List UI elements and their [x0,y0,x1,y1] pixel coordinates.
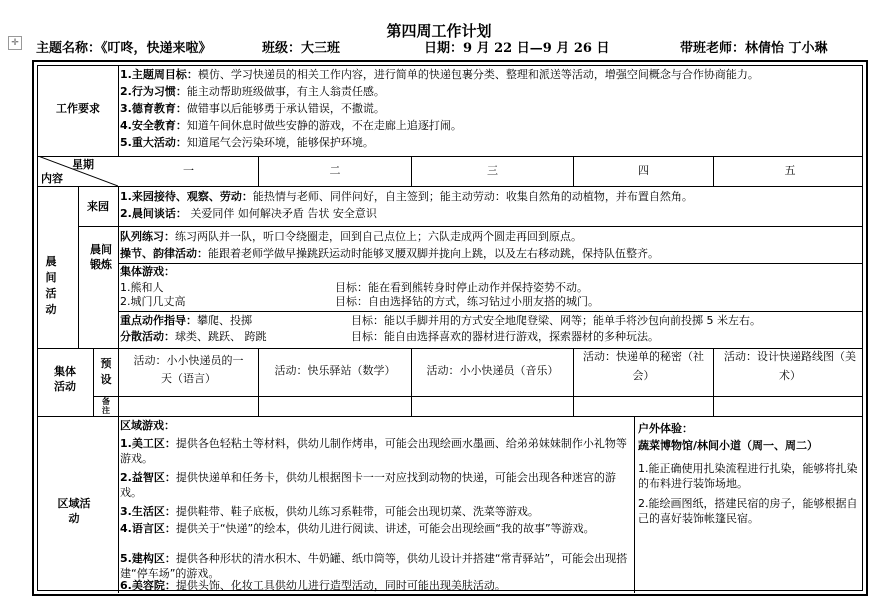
morning-activity-label: 晨间活动 [45,255,57,316]
area-item-head: 5.建构区： [120,552,176,565]
group-activity-mon [119,354,258,386]
area-item-head: 1.美工区： [120,437,176,450]
corner-weekday-label: 星期 [72,158,94,171]
requirement-head: 2.行为习惯： [120,85,187,98]
weekday-wed: 三 [487,164,498,177]
area-item-head: 6.美容院： [120,579,176,592]
area-item [120,504,630,519]
date-header [424,40,609,58]
exercise-head: 队列练习： [120,230,175,243]
activity-line: 活动：小小快递员的一 [133,354,244,367]
weekday-fri: 五 [784,164,796,177]
requirement-head: 1.主题周目标： [120,68,198,81]
exercise-head: 操节、韵律活动： [120,247,208,260]
area-item-text: 提供头饰、化妆工具供幼儿进行造型活动，同时可能出现美肤活动。 [175,579,506,592]
work-requirements-label: 工作要求 [56,102,100,115]
requirement-text: 模仿、学习快递员的相关工作内容，进行简单的快递包裹分类、整理和派送等活动，增强空间概念与合作协商能力。 [197,68,759,81]
outdoor-title: 户外体验： [638,422,693,435]
outdoor-item: 2.能绘画图纸，搭建民宿的房子，能够根据自己的喜好装饰帐篷民宿。 [638,497,858,525]
area-item-text: 提供各色轻粘土等材料，供幼儿制作烤串，可能会出现绘画水墨画、给弟弟妹妹制作小礼物等游戏。 [120,437,627,465]
movement-line [120,330,267,345]
weekday-tue: 二 [329,164,341,177]
group-game-goal: 目标：自由选择钻的方式，练习钻过小朋友搭的城门。 [335,295,599,308]
page-title: 第四周工作计划 [386,22,492,40]
theme-header [36,40,212,58]
area-games-title: 区域游戏： [120,419,175,432]
date-label: 日期： [424,41,464,56]
arrival-text: 能热情与老师、同伴问好，自主签到；能主动劳动：收集自然角的动植物，并布置自然角。 [252,190,693,203]
area-item-head: 3.生活区： [120,505,176,518]
requirement-head: 3.德育教育： [120,102,187,115]
requirement-item [120,119,462,134]
activity-line: 会） [632,368,655,382]
note-label: 备注 [102,397,110,415]
requirement-item [120,136,374,151]
activity-line: 活动：小小快递员（音乐） [426,364,559,377]
requirement-item [120,102,385,117]
requirement-text: 做错事以后能够勇于承认错误，不撒谎。 [186,102,385,115]
table-move-handle[interactable]: ✛ [8,36,22,50]
arrival-text: 关爱同伴 如何解决矛盾 告状 安全意识 [186,207,377,220]
group-games-title: 集体游戏： [120,265,175,278]
area-item-text: 提供关于“快递”的绘本，供幼儿进行阅读、讲述，可能会出现绘画“我的故事”等游戏。 [175,522,595,535]
group-activity-tue [259,364,411,379]
plan-table [32,60,868,596]
date-range: 9 月 22 日—9 月 26 日 [463,41,610,56]
area-item [120,521,630,536]
area-item-head: 4.语言区： [120,522,176,535]
theme-label: 主题名称： [36,41,102,56]
plan-label: 预设 [100,357,112,386]
movement-text: 攀爬、投掷 [197,314,252,327]
exercise-line [120,247,659,262]
requirement-item [120,85,385,100]
group-game-name: 2.城门几丈高 [120,295,186,308]
activity-line: 活动：快递单的秘密（社 [583,350,704,363]
area-item-text: 提供快递单和任务卡，供幼儿根据图卡一一对应找到动物的快递，可能会出现各种迷宫的游戏。 [120,471,616,499]
group-game-goal: 目标：能在看到熊转身时停止动作并保持姿势不动。 [335,281,588,294]
arrival-head: 1.来园接待、观察、劳动： [120,190,253,203]
area-item-text: 提供各种形状的清水积木、牛奶罐、纸巾筒等，供幼儿设计并搭建“常青驿站”，可能会出现搭建“停车场”的游戏。 [120,552,628,580]
movement-line [120,314,252,329]
weekday-thu: 四 [638,164,649,177]
weekday-mon: 一 [183,164,194,177]
exercise-line [120,230,582,245]
requirement-text: 能主动帮助班级做事，有主人翁责任感。 [186,85,385,98]
area-item-head: 2.益智区： [120,471,176,484]
requirement-text: 知道午间休息时做些安静的游戏，不在走廊上追逐打闹。 [186,119,462,132]
exercise-text: 练习两队并一队，听口令绕圈走，回到自己点位上；六队走成两个圆走再回到原点。 [175,230,582,243]
group-activity-fri [714,350,866,383]
teacher-label: 带班老师： [680,41,746,56]
area-item [120,578,630,593]
movement-goal: 目标：能自由选择喜欢的器材进行游戏，探索器材的多种玩法。 [351,330,659,343]
class-label: 班级： [262,41,302,56]
arrival-label: 来园 [87,200,109,213]
theme-name: 《叮咚，快递来啦》 [101,41,212,56]
movement-head: 重点动作指导： [120,314,197,327]
arrival-head: 2.晨间谈话： [120,207,187,220]
plan-table-inner [37,65,863,591]
area-item [120,436,630,466]
outdoor-item: 1.能正确使用扎染流程进行扎染，能够将扎染的布料进行装饰场地。 [638,462,858,490]
teacher-names: 林倩怡 丁小琳 [745,41,828,56]
requirement-text: 知道尾气会污染环境，能够保护环境。 [186,136,374,149]
requirement-head: 5.重大活动： [120,136,187,149]
movement-goal: 目标：能以手脚并用的方式安全地爬登梁、网等；能单手将沙包向前投掷 5 米左右。 [351,314,761,327]
exercise-text: 能跟着老师学做早操跳跃运动时能够叉腰双脚并拢向上跳，以及左右移动跳，保持队伍整齐。 [208,247,659,260]
activity-line: 活动：设计快递路线图（美 [724,350,856,363]
outdoor-place: 蔬菜博物馆/林间小道（周一、周二） [638,439,819,452]
arrival-line [120,190,693,205]
group-activity-wed [412,364,573,379]
group-activity-label: 集体活动 [54,365,76,393]
arrival-line [120,207,377,222]
class-header [262,40,340,58]
requirement-head: 4.安全教育： [120,119,187,132]
group-game-name: 1.熊和人 [120,281,164,294]
movement-text: 球类、跳跃、 跨跳 [175,330,267,343]
area-item [120,551,630,581]
area-item [120,470,630,500]
activity-line: 活动：快乐驿站（数学） [274,364,396,377]
group-activity-thu [574,350,713,383]
corner-content-label: 内容 [41,172,63,185]
activity-line: 术） [779,368,801,382]
class-name: 大三班 [301,41,341,56]
exercise-label: 晨间锻炼 [90,243,112,271]
requirement-item [120,68,759,83]
teacher-header [680,40,828,58]
activity-line: 天（语言） [161,371,216,385]
area-item-text: 提供鞋带、鞋子底板，供幼儿练习系鞋带，可能会出现切菜、洗菜等游戏。 [175,505,539,518]
movement-head: 分散活动： [120,330,175,343]
area-activity-label: 区域活动 [57,497,91,525]
